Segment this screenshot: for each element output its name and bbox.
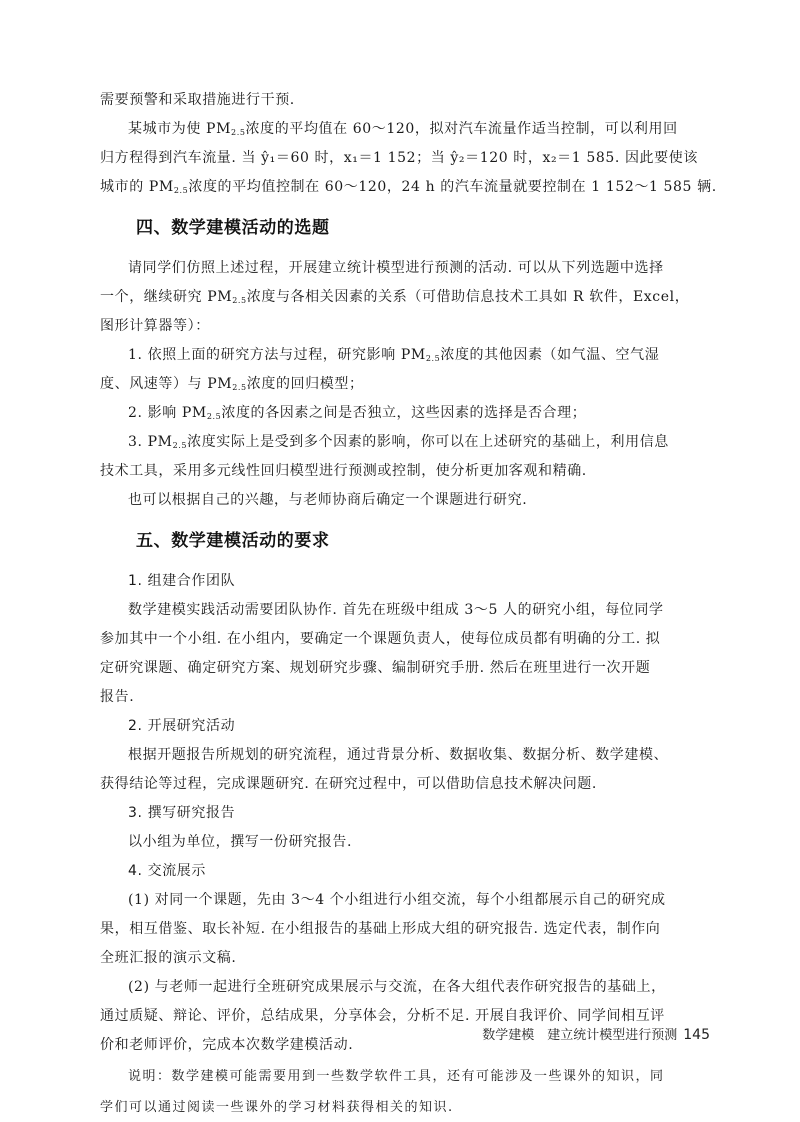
text-line: 1. 依照上面的研究方法与过程，研究影响 $PM_{2.5}$浓度的其他因素（如气温、空气湿: [128, 347, 660, 363]
text-line: 数学建模实践活动需要团队协作. 首先在班级中组成 3～5 人的研究小组，每位同学: [128, 602, 664, 618]
note-line: 学们可以通过阅读一些课外的学习材料获得相关的知识.: [100, 1100, 454, 1115]
text-line: 技术工具，采用多元线性回归模型进行预测或控制，使分析更加客观和精确.: [100, 463, 587, 479]
text-line: 根据开题报告所规划的研究流程，通过背景分析、数据收集、数据分析、数学建模、: [128, 747, 669, 763]
text-line: (1) 对同一个课题，先由 3～4 个小组进行小组交流，每个小组都展示自己的研究成: [128, 892, 666, 908]
note-block: [100, 1062, 710, 1122]
section-5-body: [100, 567, 710, 1060]
text-line: 归方程得到汽车流量. 当 ŷ₁＝60 时，x₁＝1 152；当 ŷ₂＝120 时，x₂＝1 585. 因此要使该: [100, 150, 698, 166]
text-line: (2) 与老师一起进行全班研究成果展示与交流，在各大组代表作研究报告的基础上，: [128, 979, 666, 995]
footer-title: 数学建模 建立统计模型进行预测: [482, 1028, 678, 1043]
note-line: 说明：数学建模可能需要用到一些数学软件工具，还有可能涉及一些课外的知识，同: [128, 1069, 665, 1084]
text-line: 果，相互借鉴、取长补短. 在小组报告的基础上形成大组的研究报告. 选定代表，制作向: [100, 921, 661, 937]
text-line: 定研究课题、确定研究方案、规划研究步骤、编制研究手册. 然后在班里进行一次开题: [100, 660, 651, 676]
subheading: 3. 撰写研究报告: [128, 805, 236, 821]
text-line: 需要预警和采取措施进行干预.: [100, 92, 295, 108]
text-line: 全班汇报的演示文稿.: [100, 950, 237, 966]
text-line: 城市的 $PM_{2.5}$浓度的平均值控制在 60～120，24 h 的汽车流量就要控制在 1 152～1 585 辆.: [100, 179, 717, 195]
section-heading-4: 四、数学建模活动的选题: [136, 218, 330, 238]
text-line: 图形计算器等）：: [100, 318, 210, 334]
text-line: 报告.: [100, 689, 135, 705]
page-number: 145: [683, 1027, 710, 1043]
section-4-body: [100, 254, 710, 515]
page-footer: [482, 1024, 710, 1043]
text-line: 参加其中一个小组. 在小组内，要确定一个课题负责人，使每位成员都有明确的分工. 拟: [100, 631, 661, 647]
text-line: 请同学们仿照上述过程，开展建立统计模型进行预测的活动. 可以从下列选题中选择: [128, 260, 664, 276]
text-line: 3. $PM_{2.5}$浓度实际上是受到多个因素的影响，你可以在上述研究的基础上，利用信息: [128, 434, 669, 450]
text-line: 获得结论等过程，完成课题研究. 在研究过程中，可以借助信息技术解决问题.: [100, 776, 597, 792]
text-line: 某城市为使 $PM_{2.5}$浓度的平均值在 60～120，拟对汽车流量作适当控制，可以利用回: [128, 121, 678, 137]
page-content: [100, 86, 717, 1122]
intro-block: [100, 86, 710, 115]
city-control-paragraph: [100, 115, 717, 202]
text-line: 也可以根据自己的兴趣，与老师协商后确定一个课题进行研究.: [128, 492, 528, 508]
subheading: 1. 组建合作团队: [128, 573, 236, 589]
text-line: 2. 影响 $PM_{2.5}$浓度的各因素之间是否独立，这些因素的选择是否合理；: [128, 405, 587, 421]
text-line: 度、风速等）与 $PM_{2.5}$浓度的回归模型；: [100, 376, 364, 392]
text-line: 通过质疑、辩论、评价，总结成果，分享体会，分析不足. 开展自我评价、同学间相互评: [100, 1008, 665, 1024]
text-line: 以小组为单位，撰写一份研究报告.: [128, 834, 353, 850]
subheading: 4. 交流展示: [128, 863, 207, 879]
text-line: 价和老师评价，完成本次数学建模活动.: [100, 1037, 354, 1053]
section-heading-5: 五、数学建模活动的要求: [136, 531, 330, 551]
subheading: 2. 开展研究活动: [128, 718, 236, 734]
text-line: 一个，继续研究 $PM_{2.5}$浓度与各相关因素的关系（可借助信息技术工具如 R 软件，Excel，: [100, 289, 690, 305]
